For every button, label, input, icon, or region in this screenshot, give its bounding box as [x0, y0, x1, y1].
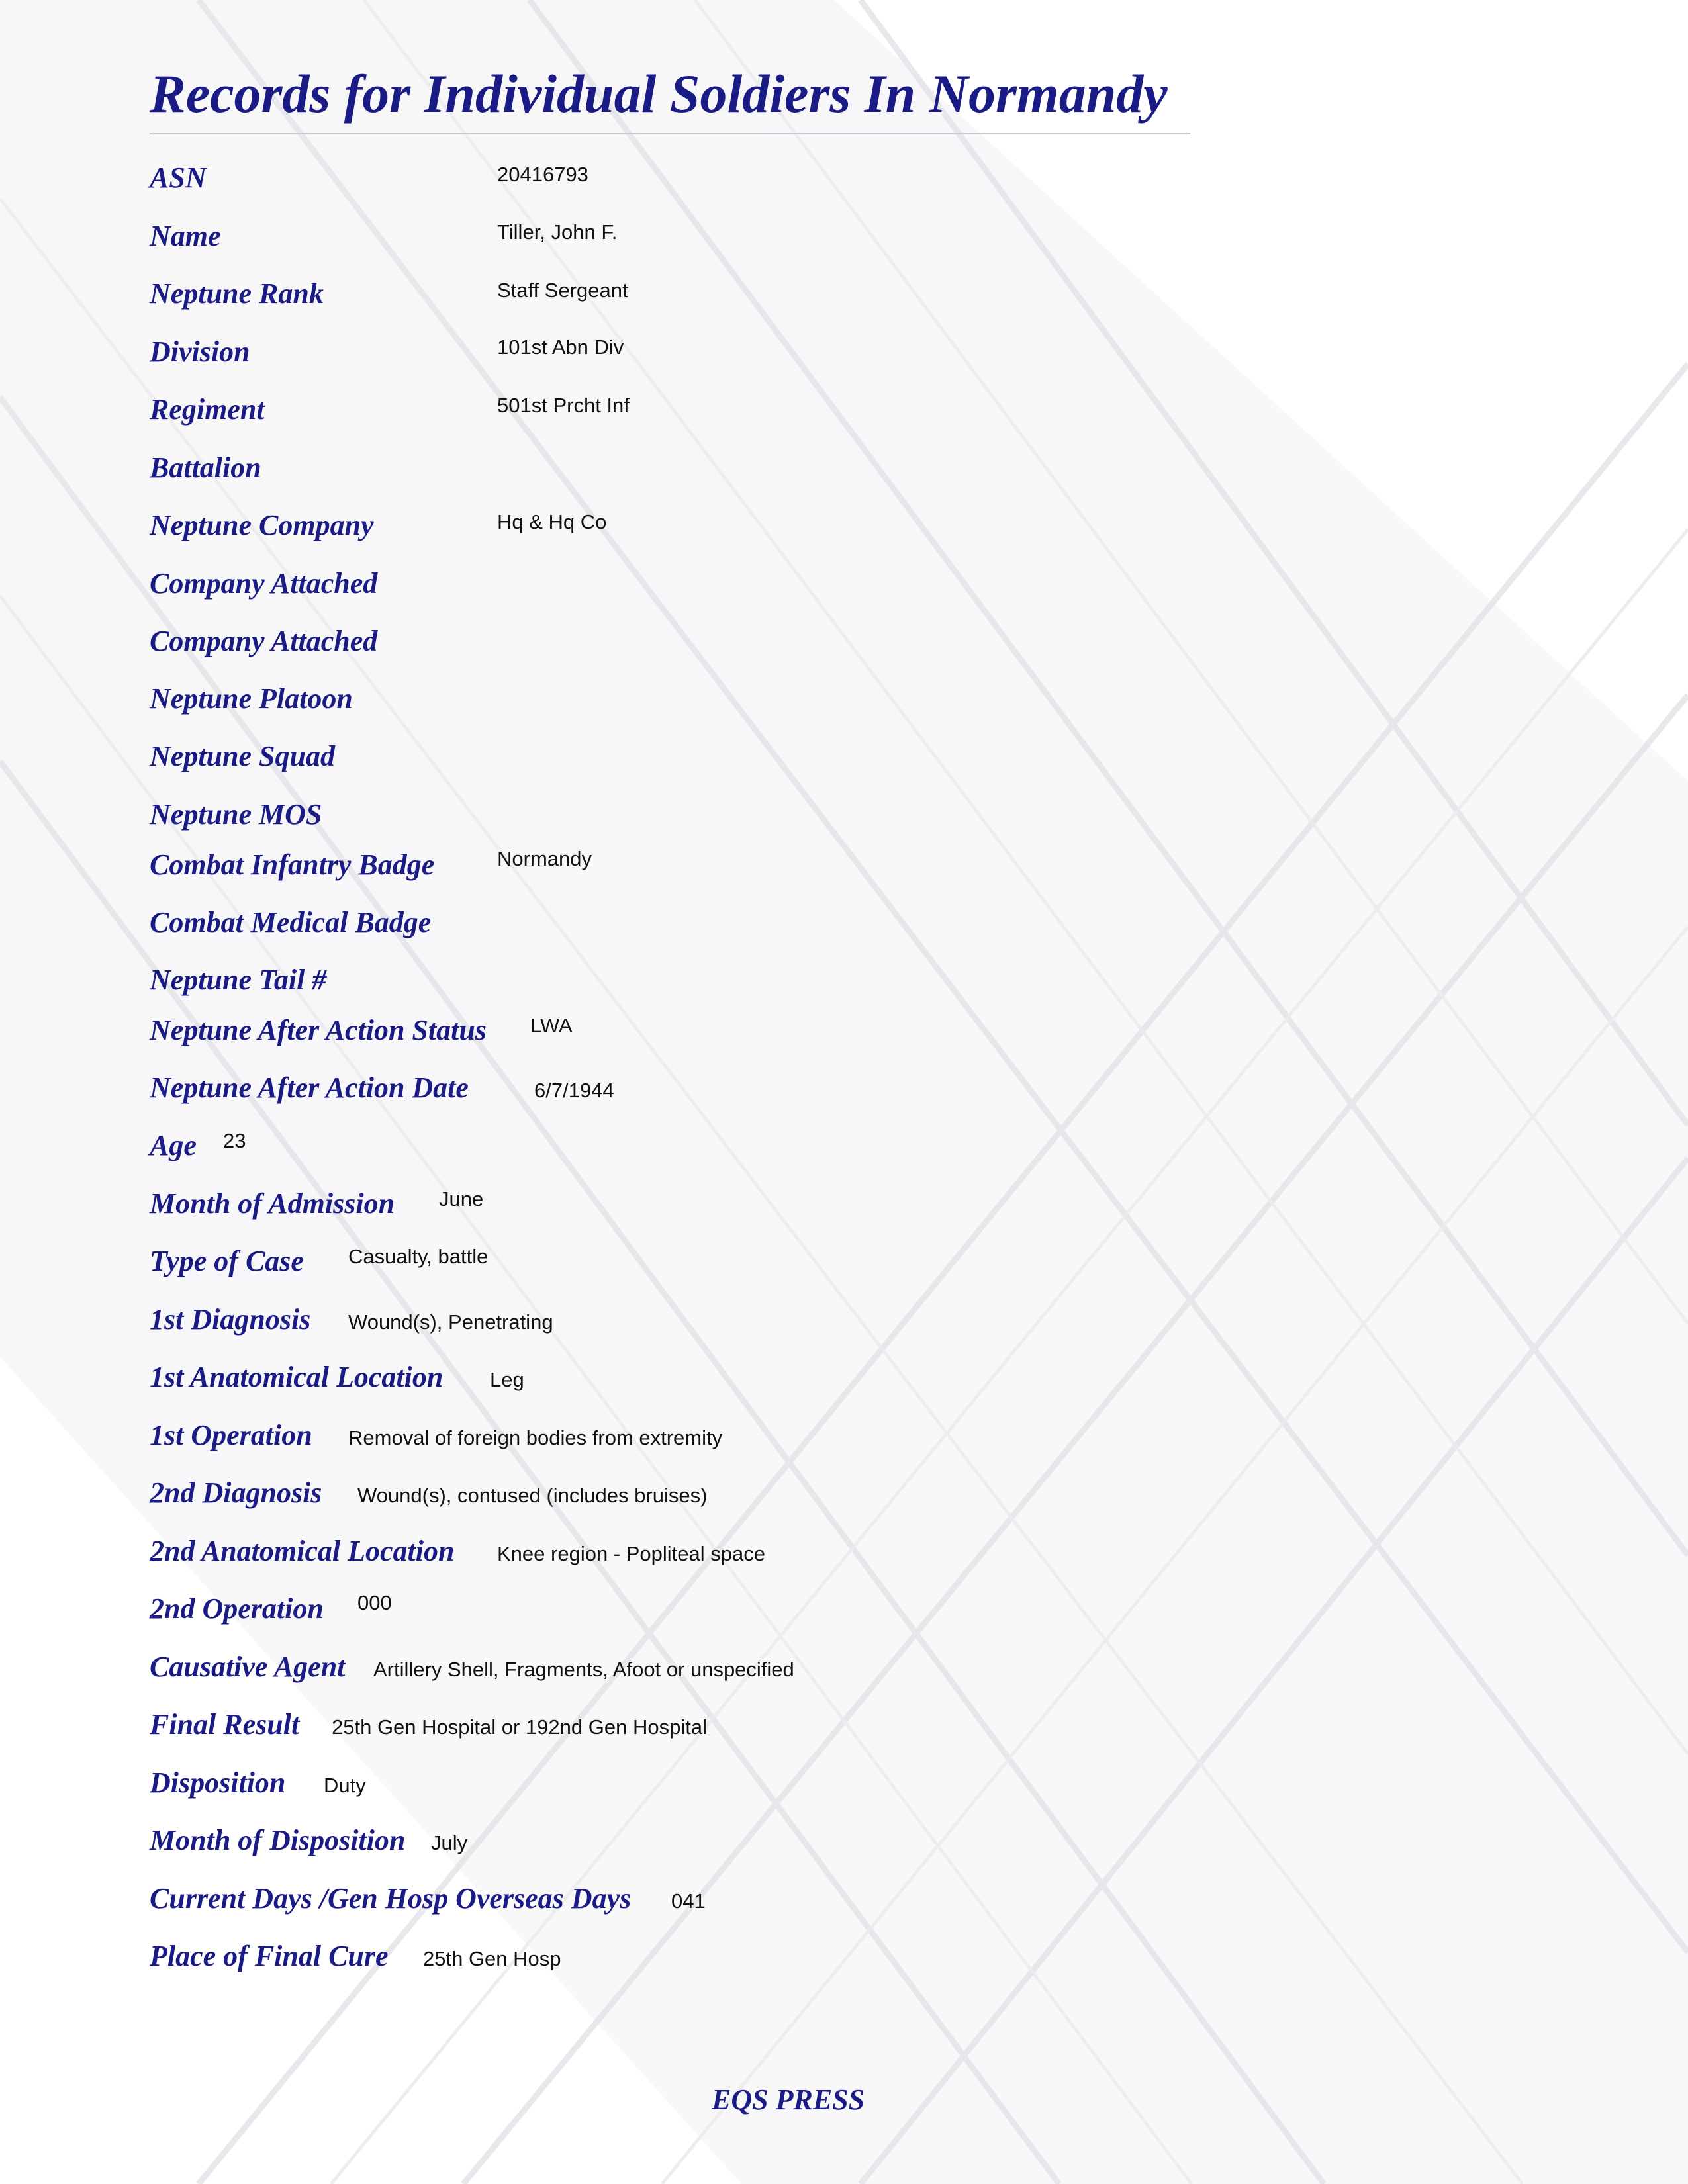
field-label: Place of Final Cure [150, 1940, 389, 1972]
field-label: Current Days /Gen Hosp Overseas Days [150, 1882, 632, 1915]
field-label: Company Attached [150, 625, 378, 657]
field-label: Month of Admission [150, 1187, 395, 1220]
field-value: 501st Prcht Inf [497, 394, 630, 417]
field-label: Causative Agent [150, 1651, 346, 1683]
field-value: Normandy [497, 847, 592, 870]
field-value: Hq & Hq Co [497, 510, 607, 533]
field-label: Division [150, 336, 250, 368]
field-value: Tiller, John F. [497, 220, 618, 244]
field-label: Neptune Company [150, 509, 374, 541]
field-label: Final Result [150, 1708, 300, 1741]
field-value: LWA [530, 1014, 573, 1037]
field-label: Age [150, 1129, 197, 1161]
field-value: Leg [490, 1368, 524, 1391]
field-value: Wound(s), contused (includes bruises) [357, 1484, 708, 1507]
field-value: 041 [671, 1889, 706, 1913]
field-value: Removal of foreign bodies from extremity [348, 1426, 723, 1449]
field-value: 6/7/1944 [534, 1079, 614, 1102]
document-title: Records for Individual Soldiers In Normandy [150, 64, 1168, 124]
publisher-footer: EQS PRESS [712, 2083, 865, 2116]
field-value: Duty [324, 1774, 366, 1797]
field-label: 2nd Anatomical Location [150, 1535, 455, 1567]
field-value: 25th Gen Hosp [423, 1947, 561, 1970]
field-label: Type of Case [150, 1245, 304, 1277]
field-value: Staff Sergeant [497, 279, 628, 302]
field-label: Neptune After Action Date [150, 1071, 469, 1104]
field-label: 2nd Diagnosis [150, 1477, 322, 1509]
field-label: Neptune MOS [150, 798, 322, 831]
field-value: 101st Abn Div [497, 336, 624, 359]
field-label: Neptune Platoon [150, 682, 353, 715]
field-label: Regiment [150, 393, 265, 426]
field-value: 20416793 [497, 163, 588, 186]
field-label: Name [150, 220, 221, 252]
field-value: June [439, 1187, 484, 1210]
field-label: 1st Diagnosis [150, 1303, 311, 1336]
field-value: Casualty, battle [348, 1245, 489, 1268]
field-label: Disposition [150, 1766, 286, 1799]
field-value: Knee region - Popliteal space [497, 1542, 765, 1565]
field-value: Wound(s), Penetrating [348, 1310, 553, 1334]
field-label: Company Attached [150, 567, 378, 600]
field-label: Combat Infantry Badge [150, 848, 435, 881]
field-value: July [431, 1831, 468, 1854]
field-label: 1st Anatomical Location [150, 1361, 444, 1393]
field-label: Neptune Rank [150, 277, 324, 310]
field-label: Month of Disposition [150, 1824, 406, 1856]
field-label: Battalion [150, 451, 261, 484]
field-label: Neptune Squad [150, 740, 335, 772]
field-label: Neptune Tail # [150, 964, 327, 996]
field-label: 2nd Operation [150, 1592, 324, 1625]
field-label: ASN [150, 161, 207, 194]
field-value: 000 [357, 1591, 392, 1614]
field-label: 1st Operation [150, 1419, 312, 1451]
field-label: Combat Medical Badge [150, 906, 432, 938]
field-label: Neptune After Action Status [150, 1014, 487, 1046]
title-divider [150, 133, 1190, 134]
field-value: 25th Gen Hospital or 192nd Gen Hospital [332, 1715, 707, 1739]
field-value: 23 [223, 1129, 246, 1152]
field-value: Artillery Shell, Fragments, Afoot or unspecified [373, 1658, 794, 1681]
